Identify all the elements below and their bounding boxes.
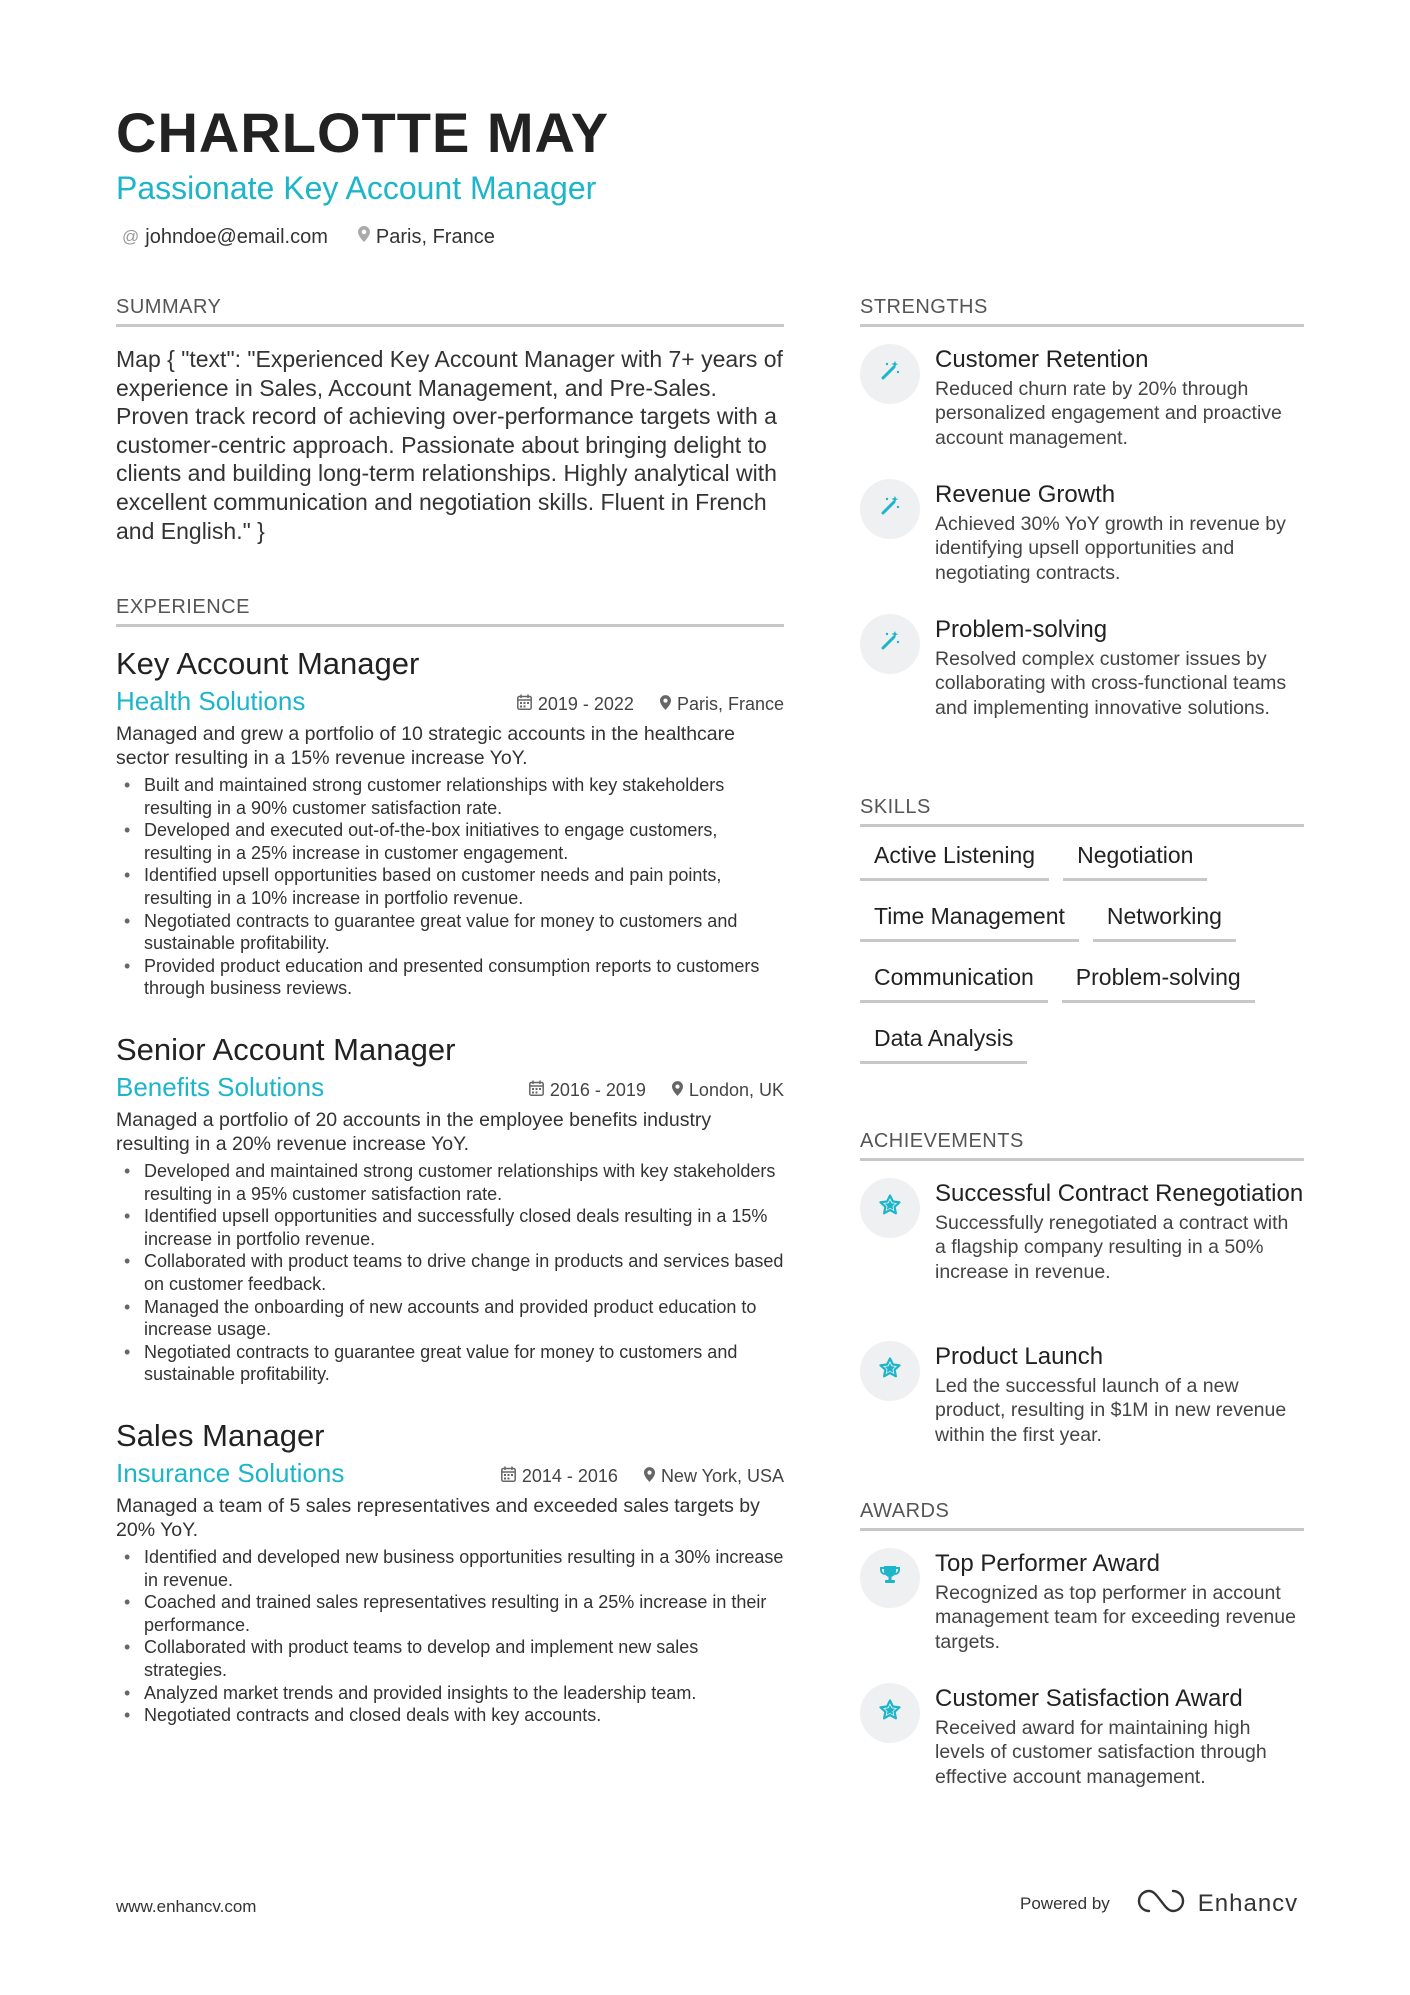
job-bullet: • Negotiated contracts to guarantee great value for money to customers and sustainable profitability. xyxy=(116,910,784,955)
location-contact xyxy=(358,224,495,250)
website-link[interactable]: www.enhancv.com xyxy=(116,1897,257,1916)
job-location: London, UK xyxy=(688,1080,784,1100)
strength-item xyxy=(860,480,1304,585)
experience-section xyxy=(116,594,784,627)
strength-title: Problem-solving xyxy=(935,616,1108,643)
job-meta xyxy=(517,694,784,715)
job-bullet: • Developed and executed out-of-the-box initiatives to engage customers, resulting in a 25% increase in customer engagement. xyxy=(116,819,784,864)
skill-row xyxy=(860,962,1304,1003)
award-desc: Recognized as top performer in account management team for exceeding revenue targets. xyxy=(935,1582,1296,1653)
job-dates: 2016 - 2019 xyxy=(549,1080,646,1100)
job-role: Key Account Manager xyxy=(116,646,420,681)
job-header-line xyxy=(116,1457,784,1489)
achievement-badge xyxy=(860,1341,920,1401)
strength-title: Customer Retention xyxy=(935,346,1149,373)
awards-section xyxy=(860,1498,1304,1531)
job-bullet: • Built and maintained strong customer relationships with key stakeholders resulting in a 90% customer satisfaction rate. xyxy=(116,774,784,819)
strengths-heading: STRENGTHS xyxy=(860,294,1304,327)
achievement-title: Product Launch xyxy=(935,1343,1104,1370)
strength-title: Revenue Growth xyxy=(935,481,1116,508)
strength-item xyxy=(860,345,1304,450)
award-title: Customer Satisfaction Award xyxy=(935,1685,1243,1712)
award-badge xyxy=(860,1548,920,1608)
enhancv-brand: Enhancv xyxy=(1197,1889,1299,1917)
strength-desc: Resolved complex customer issues by collaborating with cross-functional teams and implementing innovative solutions. xyxy=(935,648,1287,719)
award-title: Top Performer Award xyxy=(935,1550,1160,1577)
job-bullet: • Provided product education and presented consumption reports to customers through business reviews. xyxy=(116,955,784,1000)
achievement-item xyxy=(860,1179,1304,1284)
candidate-title: Passionate Key Account Manager xyxy=(116,170,597,206)
award-body xyxy=(935,1549,1304,1654)
job-dates: 2019 - 2022 xyxy=(537,694,634,714)
strength-desc: Achieved 30% YoY growth in revenue by identifying upsell opportunities and negotiating contracts. xyxy=(935,513,1286,584)
job-meta xyxy=(529,1080,784,1101)
calendar-icon xyxy=(529,1080,544,1101)
job-description: Managed a team of 5 sales representatives and exceeded sales targets by 20% YoY. xyxy=(116,1495,760,1541)
job-bullet: • Identified and developed new business opportunities resulting in a 30% increase in revenue. xyxy=(116,1546,784,1591)
job-company: Insurance Solutions xyxy=(116,1458,345,1488)
job-meta xyxy=(501,1466,784,1487)
achievements-heading: ACHIEVEMENTS xyxy=(860,1128,1304,1161)
achievement-body xyxy=(935,1342,1304,1447)
pin-icon xyxy=(672,1081,683,1101)
strength-desc: Reduced churn rate by 20% through personalized engagement and proactive account management. xyxy=(935,378,1282,449)
job-description: Managed and grew a portfolio of 10 strategic accounts in the healthcare sector resulting in a 15% revenue increase YoY. xyxy=(116,723,735,769)
job-entry xyxy=(116,645,784,1000)
job-bullet: • Negotiated contracts and closed deals with key accounts. xyxy=(116,1704,784,1727)
pin-icon xyxy=(644,1467,655,1487)
skill-tag: Negotiation xyxy=(1063,840,1207,881)
job-role: Senior Account Manager xyxy=(116,1032,456,1067)
award-item xyxy=(860,1684,1304,1789)
strengths-section xyxy=(860,294,1304,327)
enhancv-logo-icon xyxy=(1136,1888,1198,1919)
skill-row xyxy=(860,1023,1304,1064)
skills-heading: SKILLS xyxy=(860,794,1304,827)
job-location: Paris, France xyxy=(676,694,784,714)
job-location: New York, USA xyxy=(660,1466,784,1486)
at-icon: @ xyxy=(122,227,140,246)
location-text: Paris, France xyxy=(375,226,495,248)
skill-tag: Active Listening xyxy=(860,840,1049,881)
award-desc: Received award for maintaining high levels of customer satisfaction through effective account management. xyxy=(935,1717,1267,1788)
calendar-icon xyxy=(501,1466,516,1487)
job-description: Managed a portfolio of 20 accounts in the employee benefits industry resulting in a 20% revenue increase YoY. xyxy=(116,1109,712,1155)
job-bullet: • Collaborated with product teams to develop and implement new sales strategies. xyxy=(116,1636,784,1681)
magic-wand-icon xyxy=(878,494,902,524)
skill-tag: Data Analysis xyxy=(860,1023,1027,1064)
job-entry xyxy=(116,1417,784,1727)
summary-section xyxy=(116,294,784,545)
skills-list xyxy=(860,840,1304,1084)
job-bullet: • Negotiated contracts to guarantee great value for money to customers and sustainable profitability. xyxy=(116,1341,784,1386)
achievement-item xyxy=(860,1342,1304,1447)
candidate-name: CHARLOTTE MAY xyxy=(116,101,610,164)
strength-badge xyxy=(860,614,920,674)
skills-section xyxy=(860,794,1304,827)
strength-item xyxy=(860,615,1304,720)
job-header-line xyxy=(116,1071,784,1103)
job-entry xyxy=(116,1031,784,1386)
job-bullet: • Identified upsell opportunities and successfully closed deals resulting in a 15% increase in portfolio revenue. xyxy=(116,1205,784,1250)
achievement-body xyxy=(935,1179,1304,1284)
job-company: Health Solutions xyxy=(116,686,306,716)
job-role: Sales Manager xyxy=(116,1418,325,1453)
strength-body xyxy=(935,615,1304,720)
star-icon xyxy=(878,1698,902,1728)
achievement-desc: Successfully renegotiated a contract with a flagship company resulting in a 50% increase in revenue. xyxy=(935,1212,1289,1283)
job-bullet: • Analyzed market trends and provided insights to the leadership team. xyxy=(116,1682,784,1705)
award-body xyxy=(935,1684,1304,1789)
star-icon xyxy=(878,1193,902,1223)
achievement-title: Successful Contract Renegotiation xyxy=(935,1180,1304,1207)
achievement-desc: Led the successful launch of a new product, resulting in $1M in new revenue within the first year. xyxy=(935,1375,1287,1446)
skill-tag: Networking xyxy=(1093,901,1236,942)
strength-body xyxy=(935,480,1304,585)
summary-text: Map { "text": "Experienced Key Account Manager with 7+ years of experience in Sales, Account Management, and Pre-Sales. Proven track record of achieving over-performance targets with a customer-centric approach. Passionate about bringing delight to clients and building long-term relationships. Highly analytical with excellent communication and negotiation skills. Fluent in French and English." } xyxy=(116,346,783,544)
email-contact xyxy=(122,224,328,250)
skill-row xyxy=(860,901,1304,942)
award-badge xyxy=(860,1683,920,1743)
job-company: Benefits Solutions xyxy=(116,1072,325,1102)
job-bullets xyxy=(116,1546,784,1727)
pin-icon xyxy=(358,224,370,250)
pin-icon xyxy=(660,695,671,715)
magic-wand-icon xyxy=(878,359,902,389)
job-dates: 2014 - 2016 xyxy=(521,1466,618,1486)
job-bullets xyxy=(116,774,784,1000)
powered-by-label: Powered by xyxy=(1020,1893,1110,1913)
achievement-badge xyxy=(860,1178,920,1238)
calendar-icon xyxy=(517,694,532,715)
award-item xyxy=(860,1549,1304,1654)
strength-badge xyxy=(860,479,920,539)
skill-tag: Communication xyxy=(860,962,1048,1003)
skill-tag: Time Management xyxy=(860,901,1079,942)
job-bullet: • Managed the onboarding of new accounts and provided product education to increase usage. xyxy=(116,1296,784,1341)
magic-wand-icon xyxy=(878,629,902,659)
strength-body xyxy=(935,345,1304,450)
job-header-line xyxy=(116,685,784,717)
skill-tag: Problem-solving xyxy=(1062,962,1255,1003)
contact-bar xyxy=(122,224,525,250)
experience-heading: EXPERIENCE xyxy=(116,594,784,627)
star-icon xyxy=(878,1356,902,1386)
achievements-section xyxy=(860,1128,1304,1161)
job-bullet: • Identified upsell opportunities based on customer needs and pain points, resulting in a 10% increase in portfolio revenue. xyxy=(116,864,784,909)
job-bullet: • Collaborated with product teams to drive change in products and services based on customer feedback. xyxy=(116,1250,784,1295)
awards-heading: AWARDS xyxy=(860,1498,1304,1531)
strength-badge xyxy=(860,344,920,404)
job-bullets xyxy=(116,1160,784,1386)
summary-heading: SUMMARY xyxy=(116,294,784,327)
job-bullet: • Coached and trained sales representatives resulting in a 25% increase in their performance. xyxy=(116,1591,784,1636)
trophy-icon xyxy=(878,1563,902,1593)
skill-row xyxy=(860,840,1304,881)
powered-by xyxy=(1020,1888,1298,1919)
email-text: johndoe@email.com xyxy=(145,226,328,248)
job-bullet: • Developed and maintained strong customer relationships with key stakeholders resulting in a 95% customer satisfaction rate. xyxy=(116,1160,784,1205)
